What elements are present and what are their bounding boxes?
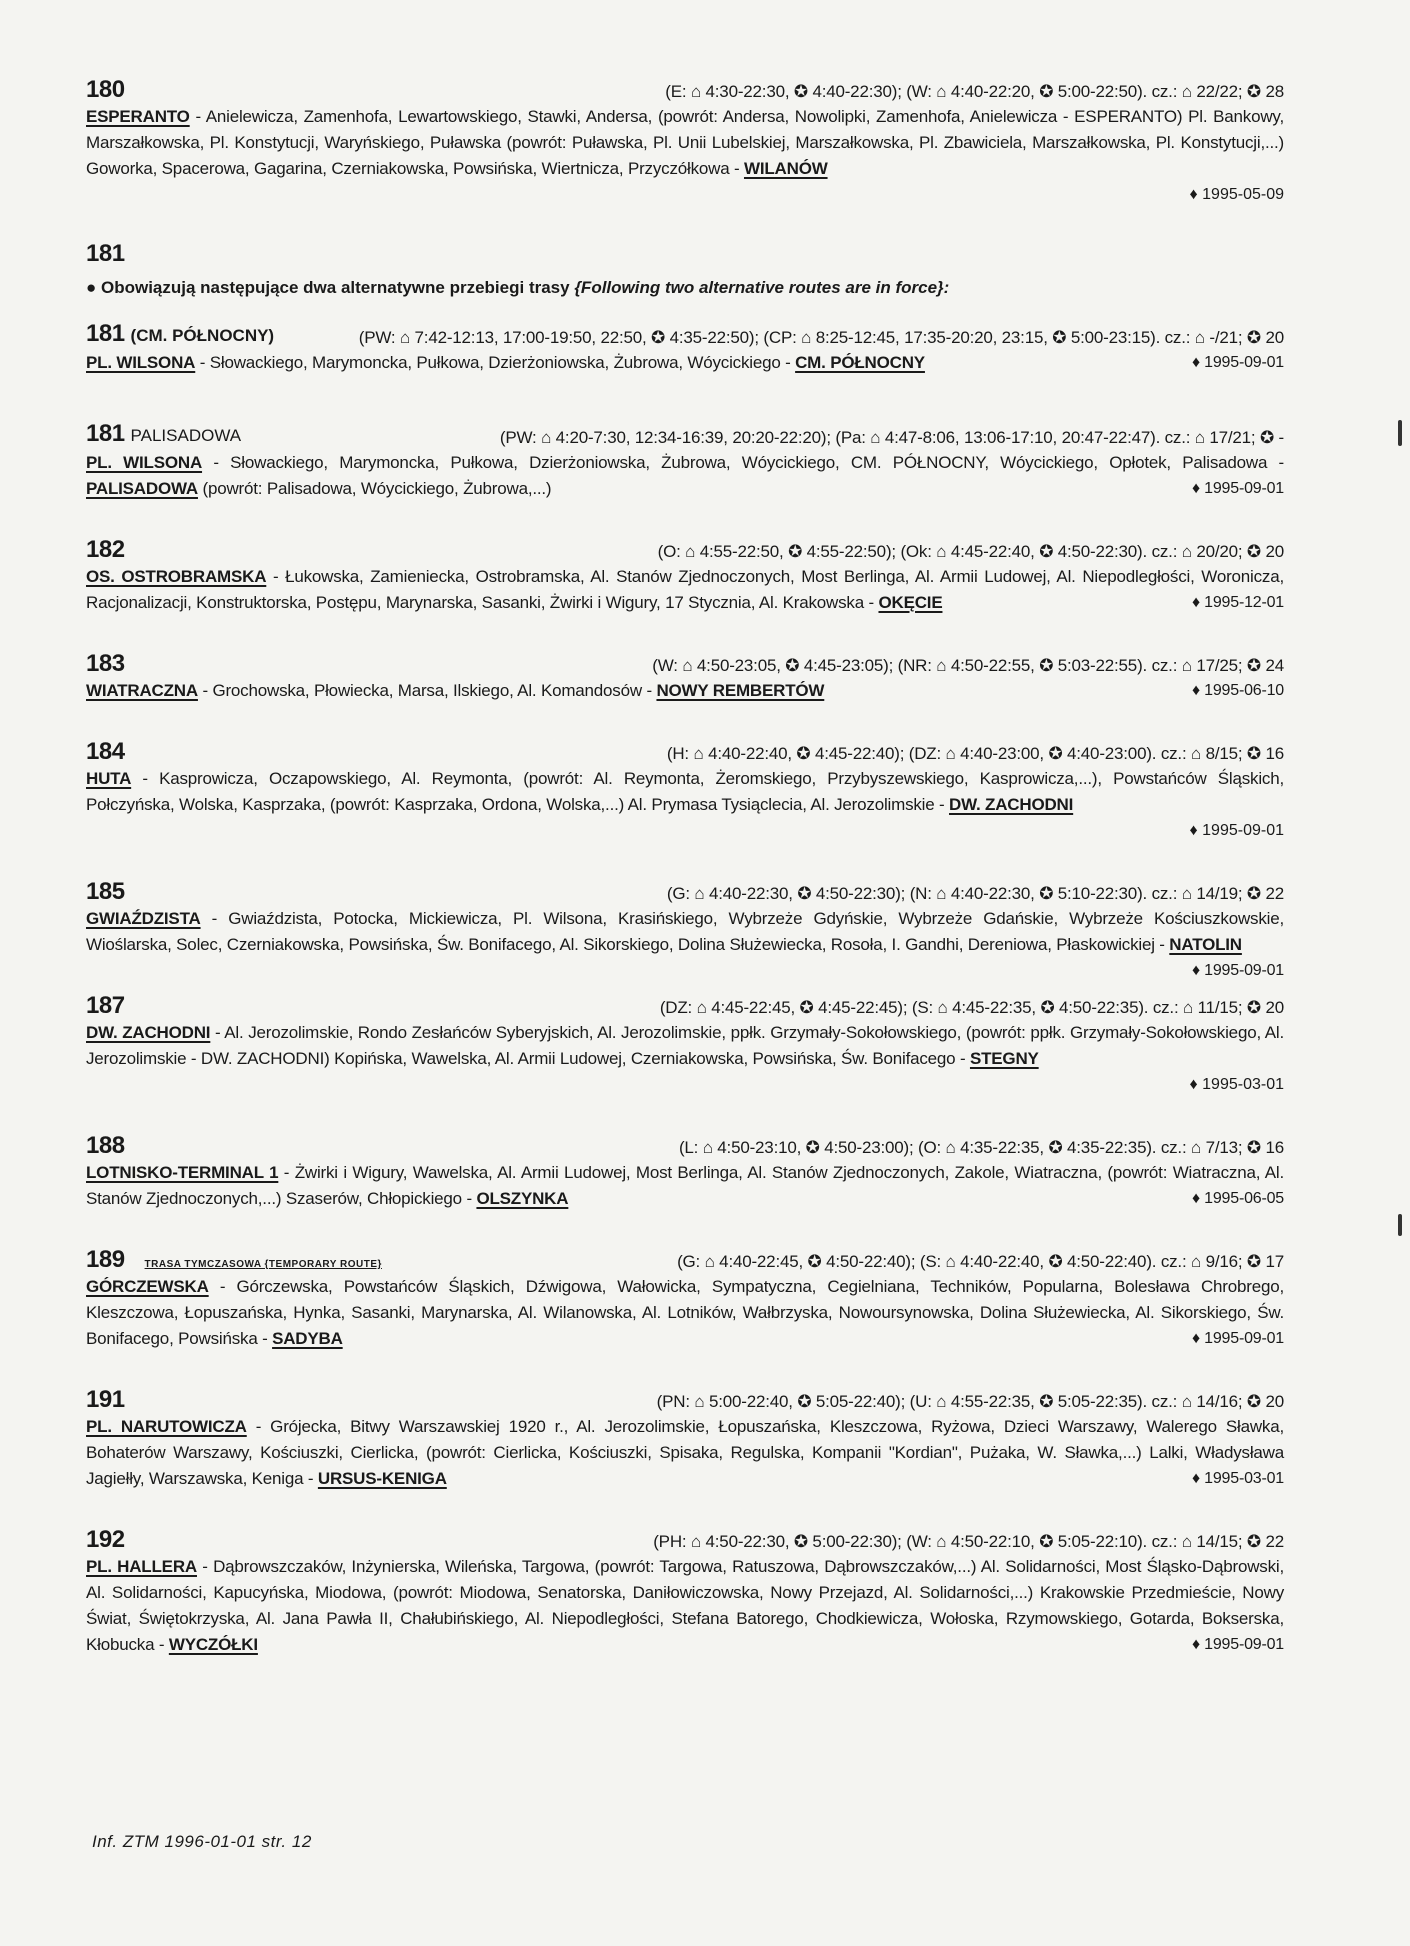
route-hours: (G: ⌂ 4:40-22:30, ✪ 4:50-22:30); (N: ⌂ 4:40-22:30, ✪ 5:10-22:30). cz.: ⌂ 14/19; ✪ 22 — [666, 884, 1284, 903]
route-185 — [86, 876, 1284, 979]
route-number: 181 — [86, 420, 125, 447]
route-date: ♦ 1995-09-01 — [1191, 1330, 1284, 1347]
route-number: 189 — [86, 1246, 125, 1273]
terminus-end: WYCZÓŁKI — [168, 1635, 258, 1654]
terminus-end: CM. PÓŁNOCNY — [795, 353, 925, 372]
route-184 — [86, 736, 1284, 844]
terminus-start: PL. WILSONA — [86, 453, 203, 472]
route-hours: (O: ⌂ 4:55-22:50, ✪ 4:55-22:50); (Ok: ⌂ 4:45-22:40, ✪ 4:50-22:30). cz.: ⌂ 20/20; ✪ 20 — [657, 542, 1284, 561]
route-path: PL. HALLERA - Dąbrowszczaków, Inżynierska, Wileńska, Targowa, (powrót: Targowa, Ratuszowa, Dąbrowszczaków,...) Al. Solidarności, Most Śląsko-Dąbrowski, Al. Solidarności, Kapucyńska, Miodowa, (powrót: Miodowa, Senatorska, Daniłowiczowska, Nowy Przejazd, Al. Solidarności,...) Krakowskie Przedmieście, Nowy Świat, Świętokrzyska, Al. Jana Pawła II, Chałubińskiego, Al. Niepodległości, Stefana Batorego, Chodkiewicza, Wołoska, Rzymowskiego, Gotarda, Bokserska, Kłobucka - WYCZÓŁKI ♦ 1995-09-01 — [86, 1554, 1284, 1658]
route-hours: (L: ⌂ 4:50-23:10, ✪ 4:50-23:00); (O: ⌂ 4:35-22:35, ✪ 4:35-22:35). cz.: ⌂ 7/13; ✪ 16 — [678, 1138, 1284, 1157]
terminus-end: NATOLIN — [1169, 935, 1242, 954]
terminus-end: OLSZYNKA — [476, 1189, 569, 1208]
route-188 — [86, 1130, 1284, 1212]
terminus-end: PALISADOWA — [86, 479, 198, 498]
route-number: 187 — [86, 992, 125, 1019]
route-path: GÓRCZEWSKA - Górczewska, Powstańców Śląskich, Dźwigowa, Wałowicka, Sympatyczna, Cegielniana, Techników, Popularna, Bolesława Chrobrego, Kleszczowa, Łopuszańska, Hynka, Sasanki, Marynarska, Al. Wilanowska, Al. Lotników, Wałbrzyska, Nowoursynowska, Dolina Służewiecka, Al. Sikorskiego, Św. Bonifacego, Powsińska - SADYBA ♦ 1995-09-01 — [86, 1274, 1284, 1352]
route-number: 181 — [86, 320, 125, 347]
route-path: HUTA - Kasprowicza, Oczapowskiego, Al. Reymonta, (powrót: Al. Reymonta, Żeromskiego, Przybyszewskiego, Kasprowicza,...), Powstańców Śląskich, Połczyńska, Wolska, Kasprzaka, (powrót: Kasprzaka, Ordona, Wolska,...) Al. Prymasa Tysiąclecia, Al. Jerozolimskie - DW. ZACHODNI — [86, 769, 1284, 814]
route-192 — [86, 1524, 1284, 1658]
route-hours: (W: ⌂ 4:50-23:05, ✪ 4:45-23:05); (NR: ⌂ 4:50-22:55, ✪ 5:03-22:55). cz.: ⌂ 17/25; ✪ 24 — [652, 656, 1284, 675]
terminus-end: DW. ZACHODNI — [949, 795, 1074, 814]
route-191 — [86, 1384, 1284, 1492]
route-path: PL. WILSONA - Słowackiego, Marymoncka, Pułkowa, Dzierżoniowska, Żubrowa, Wóycickiego, CM. PÓŁNOCNY, Wóycickiego, Opłotek, Palisadowa - PALISADOWA (powrót: Palisadowa, Wóycickiego, Żubrowa,...) ♦ 1995-09-01 — [86, 450, 1284, 502]
route-180 — [86, 74, 1284, 208]
temporary-route-label: TRASA TYMCZASOWA {TEMPORARY ROUTE} — [144, 1259, 382, 1270]
terminus-start: ESPERANTO — [86, 107, 190, 126]
route-number: 183 — [86, 650, 125, 677]
terminus-end: WILANÓW — [743, 159, 828, 178]
route-date: ♦ 1995-09-01 — [1191, 1636, 1284, 1653]
route-hours: (PW: ⌂ 4:20-7:30, 12:34-16:39, 20:20-22:20); (Pa: ⌂ 4:47-8:06, 13:06-17:10, 20:47-22:47). cz.: ⌂ 17/21; ✪ - — [499, 428, 1284, 447]
terminus-start: LOTNISKO-TERMINAL 1 — [86, 1163, 279, 1182]
terminus-start: HUTA — [86, 769, 132, 788]
terminus-end: SADYBA — [272, 1329, 343, 1348]
route-date: ♦ 1995-12-01 — [1191, 594, 1284, 611]
route-189 — [86, 1244, 1284, 1352]
terminus-start: PL. NARUTOWICZA — [86, 1417, 247, 1436]
route-path: ♦ 1995-09-01 PL. WILSONA - Słowackiego, Marymoncka, Pułkowa, Dzierżoniowska, Żubrowa, Wóycickiego - CM. PÓŁNOCNY — [86, 350, 1284, 376]
route-variant: PALISADOWA — [130, 426, 242, 445]
route-hours: (H: ⌂ 4:40-22:40, ✪ 4:45-22:40); (DZ: ⌂ 4:40-23:00, ✪ 4:40-23:00). cz.: ⌂ 8/15; ✪ 16 — [666, 744, 1284, 763]
route-number: 182 — [86, 536, 125, 563]
route-date: ♦ 1995-09-01 — [1191, 354, 1284, 371]
terminus-end: OKĘCIE — [878, 593, 943, 612]
terminus-start: DW. ZACHODNI — [86, 1023, 211, 1042]
route-number: 180 — [86, 76, 125, 103]
terminus-start: GÓRCZEWSKA — [86, 1277, 209, 1296]
route-hours: (E: ⌂ 4:30-22:30, ✪ 4:40-22:30); (W: ⌂ 4:40-22:20, ✪ 5:00-22:50). cz.: ⌂ 22/22; ✪ 28 — [665, 82, 1284, 101]
route-path: OS. OSTROBRAMSKA - Łukowska, Zamieniecka, Ostrobramska, Al. Stanów Zjednoczonych, Most Berlinga, Al. Armii Ludowej, Al. Niepodległości, Woronicza, Racjonalizacji, Konstruktorska, Postępu, Marynarska, Sasanki, Żwirki i Wigury, 17 Stycznia, Al. Krakowska - OKĘCIE ♦ 1995-12-01 — [86, 564, 1284, 616]
alternative-routes-note: ● Obowiązują następujące dwa alternatywne przebiegi trasy {Following two alternative routes are in force}: — [86, 278, 950, 297]
terminus-start: OS. OSTROBRAMSKA — [86, 567, 267, 586]
terminus-start: GWIAŹDZISTA — [86, 909, 201, 928]
route-date: ♦ 1995-06-05 — [1191, 1190, 1284, 1207]
route-hours: (DZ: ⌂ 4:45-22:45, ✪ 4:45-22:45); (S: ⌂ 4:45-22:35, ✪ 4:50-22:35). cz.: ⌂ 11/15; ✪ 20 — [659, 998, 1284, 1017]
route-hours: (PN: ⌂ 5:00-22:40, ✪ 5:05-22:40); (U: ⌂ 4:55-22:35, ✪ 5:05-22:35). cz.: ⌂ 14/16; ✪ 20 — [656, 1392, 1284, 1411]
route-variant: (CM. PÓŁNOCNY) — [130, 326, 275, 345]
route-date: ♦ 1995-03-01 — [1191, 1470, 1284, 1487]
route-hours: (PW: ⌂ 7:42-12:13, 17:00-19:50, 22:50, ✪ 4:35-22:50); (CP: ⌂ 8:25-12:45, 17:35-20:20, 23:15, ✪ 5:00-23:15). cz.: ⌂ -/21; ✪ 20 — [358, 328, 1284, 347]
terminus-start: WIATRACZNA — [86, 681, 198, 700]
route-path: ♦ 1995-06-10 WIATRACZNA - Grochowska, Płowiecka, Marsa, Ilskiego, Al. Komandosów - NOWY REMBERTÓW — [86, 678, 1284, 704]
route-path: LOTNISKO-TERMINAL 1 - Żwirki i Wigury, Wawelska, Al. Armii Ludowej, Most Berlinga, Al. Stanów Zjednoczonych, Zakole, Wiatraczna, (powrót: Wiatraczna, Al. Stanów Zjednoczonych,...) Szaserów, Chłopickiego - OLSZYNKA ♦ 1995-06-05 — [86, 1160, 1284, 1212]
route-181-note — [86, 240, 1284, 298]
route-hours: (PH: ⌂ 4:50-22:30, ✪ 5:00-22:30); (W: ⌂ 4:50-22:10, ✪ 5:05-22:10). cz.: ⌂ 14/15; ✪ 22 — [653, 1532, 1284, 1551]
page-footer: Inf. ZTM 1996-01-01 str. 12 — [92, 1832, 312, 1851]
route-181-palisadowa — [86, 420, 1284, 502]
scan-edge-mark — [1398, 420, 1402, 446]
scan-edge-mark — [1398, 1214, 1402, 1236]
timetable-page — [86, 74, 1284, 1690]
terminus-end: URSUS-KENIGA — [317, 1469, 447, 1488]
route-path: PL. NARUTOWICZA - Grójecka, Bitwy Warszawskiej 1920 r., Al. Jerozolimskie, Łopuszańska, Kleszczowa, Ryżowa, Dzieci Warszawy, Walerego Sławka, Bohaterów Warszawy, Kościuszki, Cierlicka, (powrót: Cierlicka, Kościuszki, Spisaka, Regulska, Kompanii "Kordian", Pużaka, W. Sławka,...) Lalki, Władysława Jagiełły, Warszawska, Keniga - URSUS-KENIGA ♦ 1995-03-01 — [86, 1414, 1284, 1492]
route-number: 181 — [86, 240, 125, 267]
route-date: ♦ 1995-09-01 — [1189, 822, 1284, 839]
route-number: 191 — [86, 1386, 125, 1413]
terminus-end: STEGNY — [969, 1049, 1039, 1068]
route-187 — [86, 990, 1284, 1098]
route-182 — [86, 534, 1284, 616]
route-path: ESPERANTO - Anielewicza, Zamenhofa, Lewartowskiego, Stawki, Andersa, (powrót: Andersa, Nowolipki, Zamenhofa, Anielewicza - ESPERANTO) Pl. Bankowy, Marszałkowska, Pl. Konstytucji, Waryńskiego, Puławska (powrót: Puławska, Pl. Unii Lubelskiej, Marszałkowska, Pl. Zbawiciela, Marszałkowska, Pl. Konstytucji,...) Goworka, Spacerowa, Gagarina, Czerniakowska, Powsińska, Wiertnicza, Przyczółkowa - WILANÓW — [86, 107, 1284, 178]
route-number: 184 — [86, 738, 125, 765]
terminus-end: NOWY REMBERTÓW — [656, 681, 825, 700]
route-183 — [86, 648, 1284, 704]
route-date: ♦ 1995-09-01 — [1191, 962, 1284, 979]
route-hours: (G: ⌂ 4:40-22:45, ✪ 4:50-22:40); (S: ⌂ 4:40-22:40, ✪ 4:50-22:40). cz.: ⌂ 9/16; ✪ 17 — [677, 1252, 1284, 1271]
route-number: 188 — [86, 1132, 125, 1159]
route-path: DW. ZACHODNI - Al. Jerozolimskie, Rondo Zesłańców Syberyjskich, Al. Jerozolimskie, ppłk. Grzymały-Sokołowskiego, (powrót: ppłk. Grzymały-Sokołowskiego, Al. Jerozolimskie - DW. ZACHODNI) Kopińska, Wawelska, Al. Armii Ludowej, Czerniakowska, Powsińska, Św. Bonifacego - STEGNY — [86, 1023, 1284, 1068]
route-date: ♦ 1995-06-10 — [1191, 682, 1284, 699]
route-date: ♦ 1995-09-01 — [1191, 480, 1284, 497]
route-date: ♦ 1995-05-09 — [1189, 186, 1284, 203]
route-date: ♦ 1995-03-01 — [1189, 1076, 1284, 1093]
route-path: GWIAŹDZISTA - Gwiaździsta, Potocka, Mickiewicza, Pl. Wilsona, Krasińskiego, Wybrzeże Gdyńskie, Wybrzeże Gdańskie, Wybrzeże Kościuszkowskie, Wioślarska, Solec, Czerniakowska, Powsińska, Św. Bonifacego, Al. Sikorskiego, Dolina Służewiecka, Rosoła, I. Gandhi, Dereniowa, Płaskowickiej - NATOLIN ♦ 1995-09-01 — [86, 906, 1284, 958]
terminus-start: PL. WILSONA — [86, 353, 196, 372]
route-number: 192 — [86, 1526, 125, 1553]
terminus-start: PL. HALLERA — [86, 1557, 197, 1576]
route-number: 185 — [86, 878, 125, 905]
route-181-cm — [86, 320, 1284, 376]
